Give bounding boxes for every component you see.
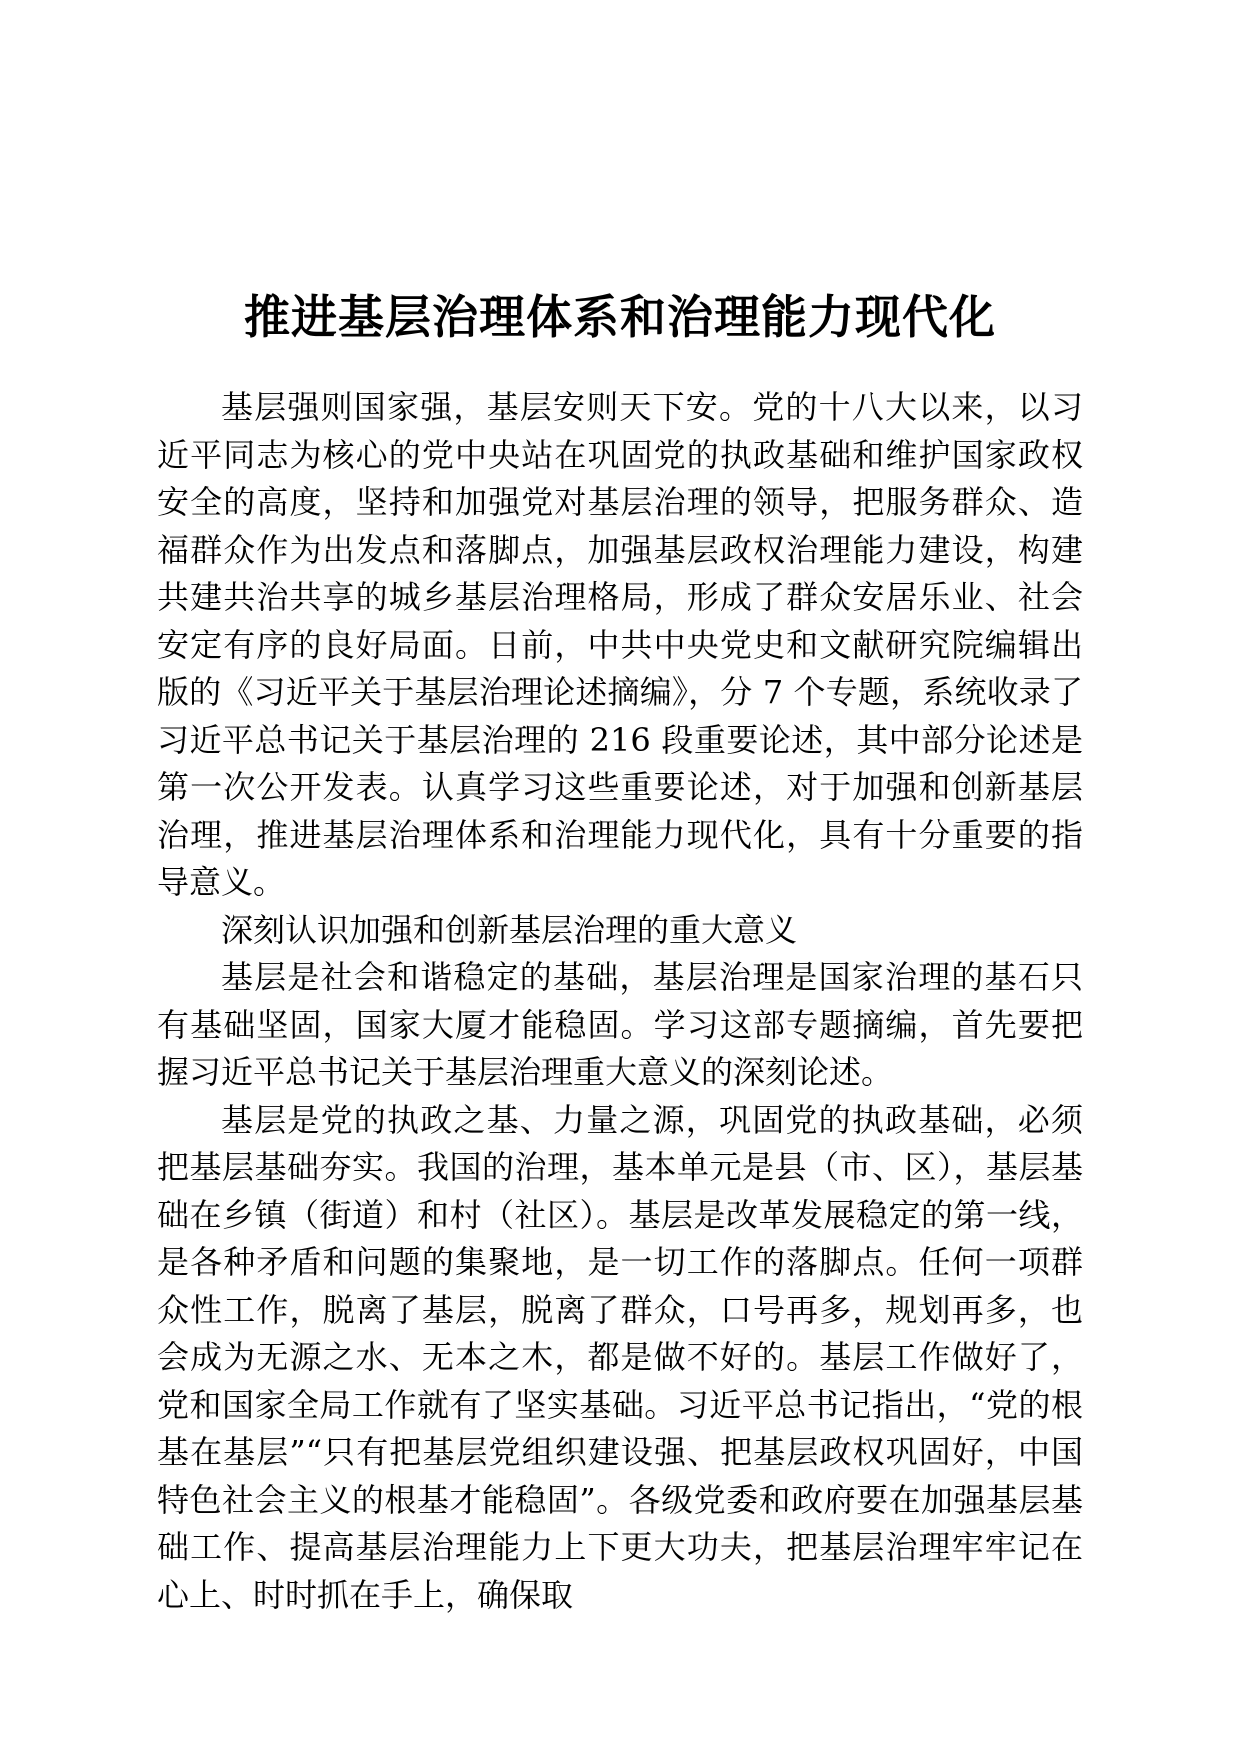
section-paragraph-1: 基层是社会和谐稳定的基础，基层治理是国家治理的基石只有基础坚固，国家大厦才能稳固。学习这部专题摘编，首先要把握习近平总书记关于基层治理重大意义的深刻论述。 [157,958,1083,1091]
section-paragraph-2: 基层是党的执政之基、力量之源，巩固党的执政基础，必须把基层基础夯实。我国的治理，基本单元是县（市、区），基层基础在乡镇（街道）和村（社区）。基层是改革发展稳定的第一线，是各种矛盾和问题的集聚地，是一切工作的落脚点。任何一项群众性工作，脱离了基层，脱离了群众，口号再多，规划再多，也会成为无源之水、无本之木，都是做不好的。基层工作做好了，党和国家全局工作就有了坚实基础。习近平总书记指出，“党的根基在基层”“只有把基层党组织建设强、把基层政权巩固好，中国特色社会主义的根基才能稳固”。各级党委和政府要在加强基层基础工作、提高基层治理能力上下更大功夫，把基层治理牢牢记在心上、时时抓在手上，确保取 [157,1100,1083,1614]
document-body [157,384,1083,1619]
section-heading: 深刻认识加强和创新基层治理的重大意义 [221,910,798,949]
document-title: 推进基层治理体系和治理能力现代化 [244,289,996,344]
intro-paragraph: 基层强则国家强，基层安则天下安。党的十八大以来，以习近平同志为核心的党中央站在巩固党的执政基础和维护国家政权安全的高度，坚持和加强党对基层治理的领导，把服务群众、造福群众作为出发点和落脚点，加强基层政权治理能力建设，构建共建共治共享的城乡基层治理格局，形成了群众安居乐业、社会安定有序的良好局面。日前，中共中央党史和文献研究院编辑出版的《习近平关于基层治理论述摘编》，分 7 个专题，系统收录了习近平总书记关于基层治理的 216 段重要论述，其中部分论述是第一次公开发表。认真学习这些重要论述，对于加强和创新基层治理，推进基层治理体系和治理能力现代化，具有十分重要的指导意义。 [157,388,1083,901]
